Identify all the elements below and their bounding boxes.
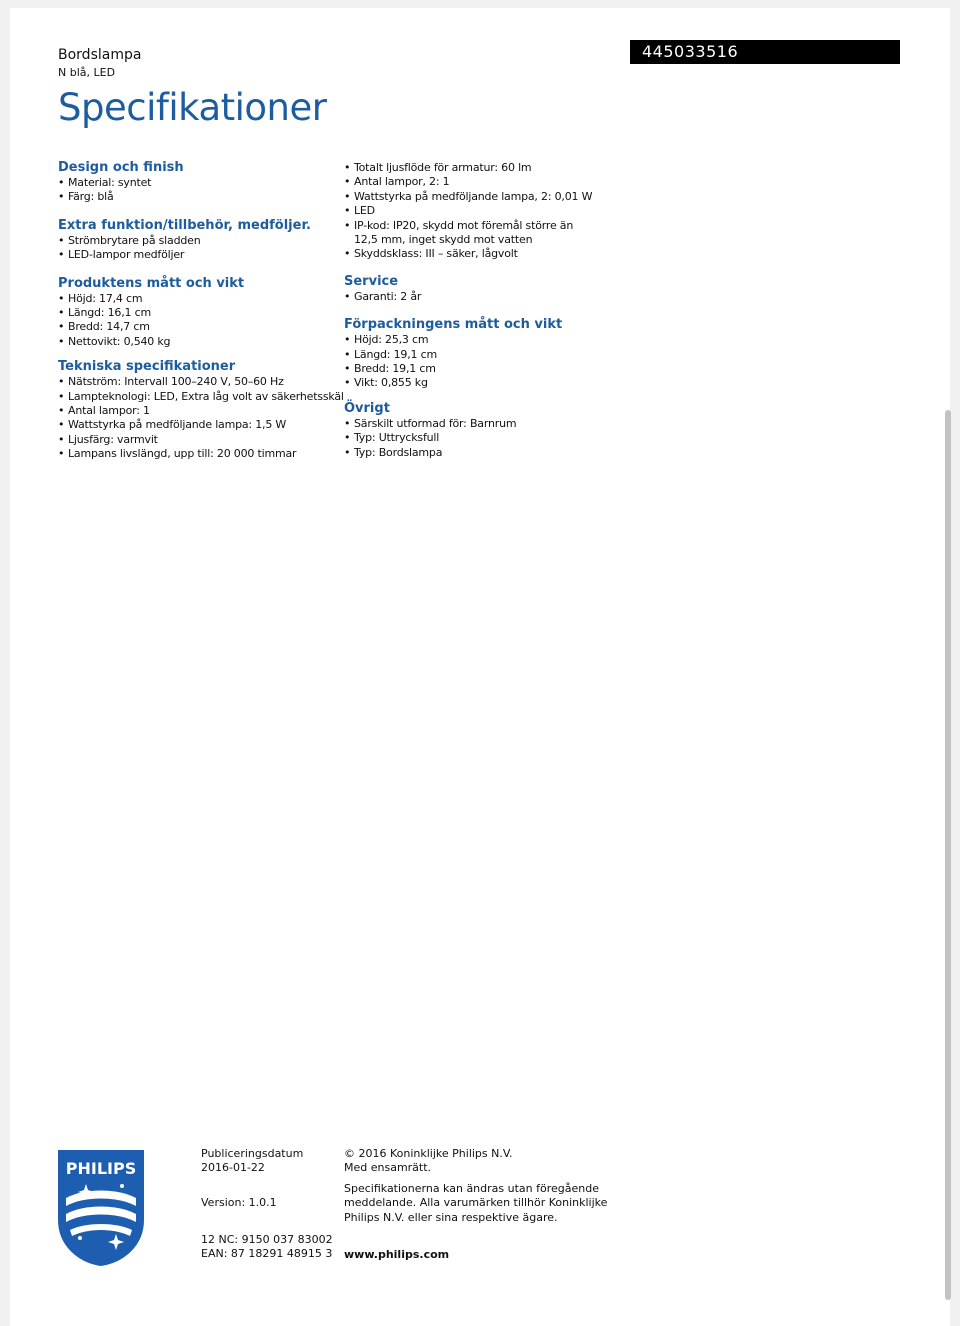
spec-section (58, 276, 338, 350)
version-text: Version: 1.0.1 (201, 1196, 277, 1209)
spec-section (58, 160, 338, 205)
section-heading: Design och finish (58, 160, 184, 175)
spec-section (58, 218, 338, 263)
viewer-right-margin (950, 0, 960, 1326)
product-code: 445033516 (630, 40, 900, 64)
spec-item: • LED-lampor medföljer (58, 248, 338, 262)
spec-list (344, 290, 624, 304)
spec-item: • Garanti: 2 år (344, 290, 624, 304)
section-heading: Extra funktion/tillbehör, medföljer. (58, 217, 311, 233)
section-heading: Produktens mått och vikt (58, 275, 245, 291)
spec-list (344, 160, 624, 262)
spec-item: • Antal lampor: 1 (58, 404, 338, 418)
copyright-text: © 2016 Koninklijke Philips N.V. (344, 1147, 513, 1160)
right-spec-column (344, 160, 624, 466)
spec-item: • Material: syntet (58, 176, 338, 190)
spec-list (58, 375, 344, 461)
spec-item: • Längd: 16,1 cm (58, 306, 338, 320)
section-heading: Tekniska specifikationer (58, 359, 236, 375)
spec-item: • Bredd: 14,7 cm (58, 320, 338, 334)
vertical-scrollbar[interactable] (945, 410, 951, 1300)
spec-item: • Totalt ljusflöde för armatur: 60 lm (344, 161, 624, 175)
spec-section (58, 359, 344, 461)
spec-item: • Typ: Uttrycksfull (344, 431, 624, 445)
section-heading: Övrigt (344, 400, 390, 416)
spec-item: • Särskilt utformad för: Barnrum (344, 417, 624, 431)
spec-item: • Färg: blå (58, 190, 338, 204)
disclaimer-text: Specifikationerna kan ändras utan föregående meddelande. Alla varumärken tillhör Koninklijke Philips N.V. eller sina respektive ägare. (344, 1182, 608, 1224)
publication-label: Publiceringsdatum (201, 1147, 304, 1160)
publication-date: 2016-01-22 (201, 1161, 265, 1175)
spec-section (344, 401, 624, 460)
viewer-left-margin (0, 0, 10, 1326)
publication-info (201, 1147, 303, 1176)
spec-item: • Längd: 19,1 cm (344, 348, 624, 362)
spec-item: • Bredd: 19,1 cm (344, 362, 624, 376)
spec-item: • Höjd: 25,3 cm (344, 333, 624, 347)
spec-section (344, 317, 624, 391)
philips-shield-logo (58, 1150, 144, 1266)
spec-list (344, 417, 624, 460)
spec-section (344, 274, 624, 304)
product-numbers (201, 1233, 333, 1262)
section-heading: Service (344, 273, 399, 289)
spec-item: • Antal lampor, 2: 1 (344, 175, 624, 189)
spec-item: • IP-kod: IP20, skydd mot föremål större än 12,5 mm, inget skydd mot vatten (344, 219, 584, 248)
copyright-info (344, 1147, 512, 1176)
spec-list (58, 292, 338, 350)
nc-number: 12 NC: 9150 037 83002 (201, 1233, 333, 1246)
spec-item: • LED (344, 204, 624, 218)
spec-item: • Nätström: Intervall 100–240 V, 50–60 Hz (58, 375, 338, 389)
spec-item: • Wattstyrka på medföljande lampa, 2: 0,01 W (344, 190, 624, 204)
ean-number: EAN: 87 18291 48915 3 (201, 1247, 333, 1261)
spec-item: • Wattstyrka på medföljande lampa: 1,5 W (58, 418, 338, 432)
spec-item: • Nettovikt: 0,540 kg (58, 335, 338, 349)
spec-item: • Strömbrytare på sladden (58, 234, 338, 248)
rights-text: Med ensamrätt. (344, 1161, 432, 1175)
spec-item: • Lampteknologi: LED, Extra låg volt av säkerhetsskäl (58, 390, 338, 404)
spec-item: • Vikt: 0,855 kg (344, 376, 624, 390)
product-variant: N blå, LED (58, 66, 116, 79)
spec-item: • Ljusfärg: varmvit (58, 433, 338, 447)
left-spec-column (58, 160, 344, 468)
spec-list (58, 176, 338, 205)
section-heading: Förpackningens mått och vikt (344, 317, 563, 333)
viewer-top-margin (0, 0, 960, 8)
spec-item: • Höjd: 17,4 cm (58, 292, 338, 306)
spec-item: • Typ: Bordslampa (344, 446, 624, 460)
spec-item: • Skyddsklass: III – säker, lågvolt (344, 247, 624, 261)
page-title: Specifikationer (58, 86, 327, 129)
spec-item: • Lampans livslängd, upp till: 20 000 timmar (58, 447, 338, 461)
spec-list (344, 333, 624, 391)
logo-wordmark: PHILIPS (65, 1159, 137, 1178)
website-link[interactable]: www.philips.com (344, 1248, 450, 1261)
product-name: Bordslampa (58, 47, 142, 63)
spec-list (58, 234, 338, 263)
version-info (201, 1196, 277, 1210)
